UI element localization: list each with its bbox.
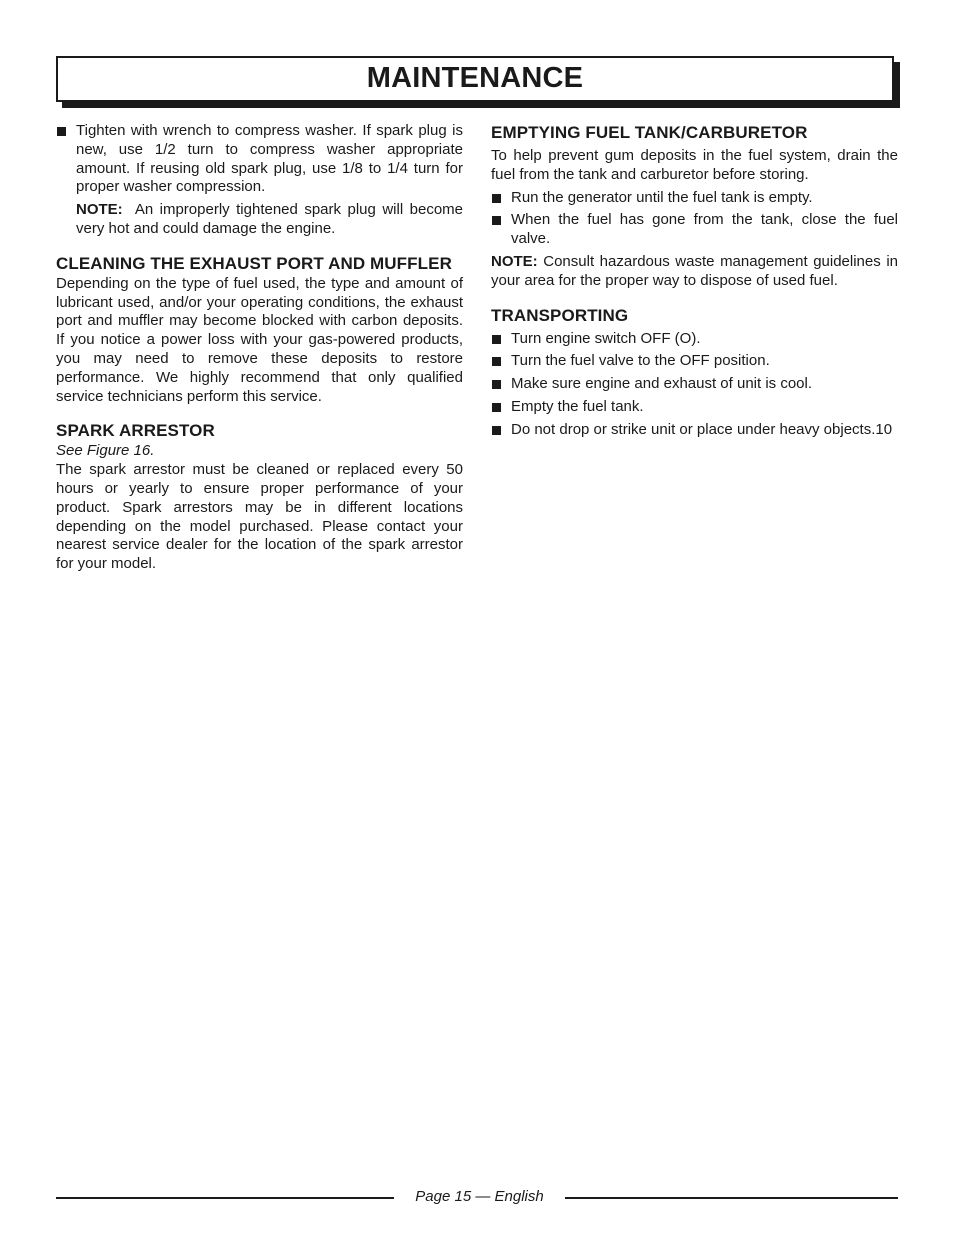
footer-rule-left [56, 1197, 394, 1199]
square-bullet-icon [492, 380, 501, 389]
section-title-banner [56, 56, 894, 102]
note [56, 201, 463, 239]
spark-arrestor-body: The spark arrestor must be cleaned or replaced every 50 hours or yearly to ensure proper performance of your product. Spark arrestors may be in different locations depending on the model purchased. Please contact your nearest service dealer for the location of the spark arrestor for your model. [56, 461, 463, 573]
section-heading-spark-arrestor: SPARK ARRESTOR [56, 421, 215, 441]
bullet-text: When the fuel has gone from the tank, close the fuel valve. [511, 211, 898, 248]
right-column [491, 122, 898, 440]
list-item [491, 330, 898, 349]
list-item [491, 211, 898, 249]
list-item [491, 189, 898, 208]
bullet-text: Do not drop or strike unit or place under heavy objects.10 [511, 420, 893, 438]
figure-reference: See Figure 16. [56, 442, 155, 460]
bullet-text: Run the generator until the fuel tank is empty. [511, 188, 813, 206]
square-bullet-icon [492, 194, 501, 203]
list-item [491, 352, 898, 371]
section-heading-emptying: EMPTYING FUEL TANK/CARBURETOR [491, 123, 808, 142]
list-item [491, 398, 898, 417]
emptying-body: To help prevent gum deposits in the fuel system, drain the fuel from the tank and carburetor before storing. [491, 147, 898, 183]
list-item [56, 122, 463, 197]
note-text: An improperly tightened spark plug will become very hot and could damage the engine. [76, 201, 464, 237]
list-item [491, 375, 898, 394]
section-heading-transporting: TRANSPORTING [491, 305, 629, 325]
left-column [56, 122, 463, 574]
page-number: Page 15 — English [415, 1188, 544, 1205]
square-bullet-icon [57, 127, 66, 136]
page-title: MAINTENANCE [366, 62, 584, 94]
bullet-text: Make sure engine and exhaust of unit is cool. [511, 375, 813, 393]
bullet-text: Empty the fuel tank. [511, 397, 644, 415]
section-heading-cleaning: CLEANING THE EXHAUST PORT AND MUFFLER [56, 253, 452, 273]
bullet-text: Turn engine switch OFF (O). [511, 329, 701, 347]
square-bullet-icon [492, 216, 501, 225]
square-bullet-icon [492, 335, 501, 344]
square-bullet-icon [492, 403, 501, 412]
note [491, 253, 898, 291]
footer-rule-right [565, 1197, 898, 1199]
bullet-text: Turn the fuel valve to the OFF position. [511, 352, 770, 370]
page-footer [56, 1186, 898, 1210]
square-bullet-icon [492, 426, 501, 435]
note-label: NOTE: [491, 252, 538, 270]
note-label: NOTE: [76, 201, 123, 219]
list-item [491, 421, 898, 440]
note-text: Consult hazardous waste management guidelines in your area for the proper way to dispose of used fuel. [491, 252, 898, 289]
bullet-text: Tighten with wrench to compress washer. If spark plug is new, use 1/2 turn to compress washer appropriate amount. If reusing old spark plug, use 1/8 to 1/4 turn for proper washer compression. [76, 122, 463, 196]
square-bullet-icon [492, 357, 501, 366]
cleaning-body: Depending on the type of fuel used, the type and amount of lubricant used, and/or your operating conditions, the exhaust port and muffler may become blocked with carbon deposits. If you notice a power loss with your gas-powered products, you may need to remove these deposits to restore performance. We highly recommend that only qualified service technicians perform this service. [56, 274, 463, 405]
